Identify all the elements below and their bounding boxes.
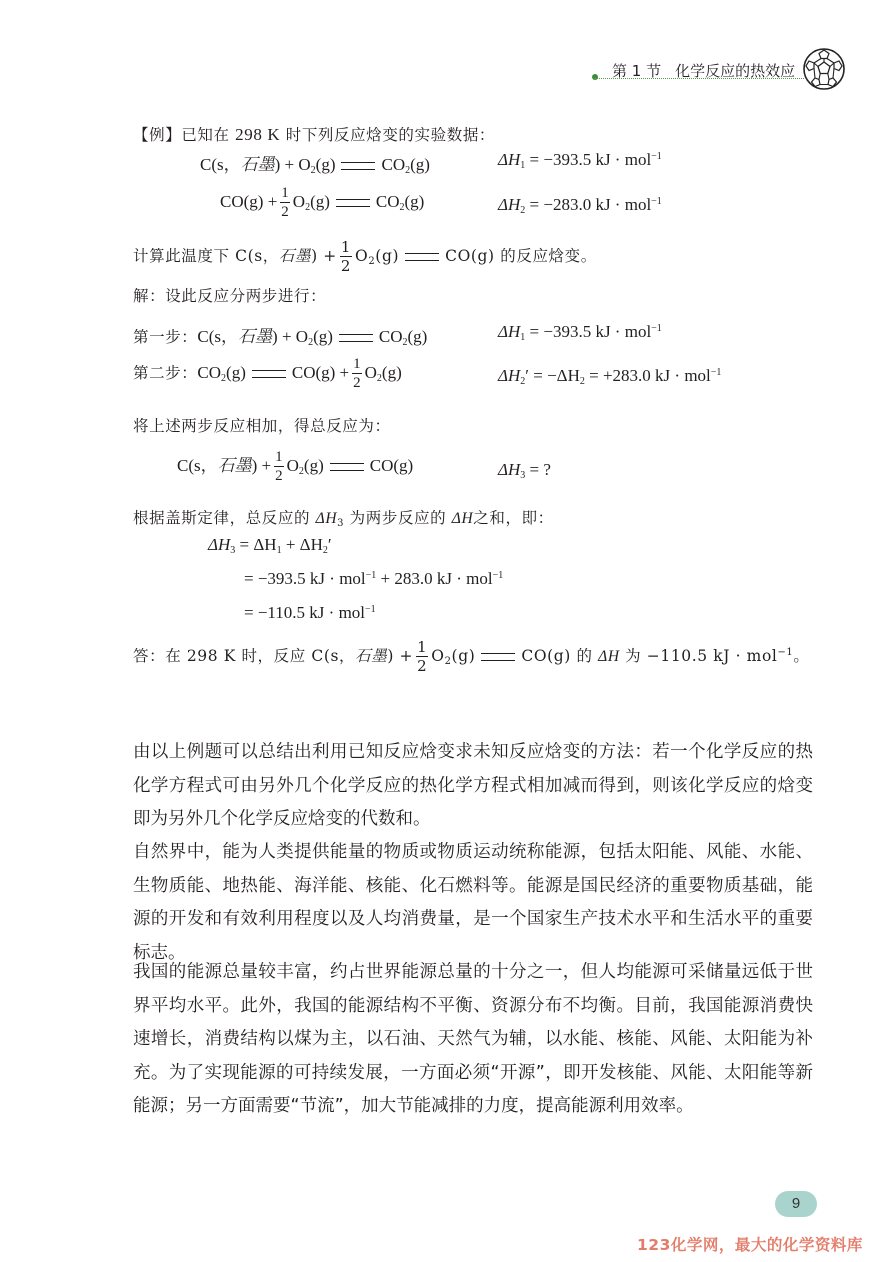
section-number: 第 1 节: [612, 62, 662, 80]
paragraph-energy-sources: 自然界中，能为人类提供能量的物质或物质运动统称能源，包括太阳能、风能、水能、生物质能、地热能、海洋能、核能、化石燃料等。能源是国民经济的重要物质基础，能源的开发和有效利用程度以及人均消费量，是一个国家生产技术水平和生活水平的重要标志。: [133, 842, 813, 963]
fullerene-icon: [802, 47, 846, 91]
example-intro: 【例】已知在 298 K 时下列反应焓变的实验数据：: [133, 125, 496, 144]
step-2-enthalpy: $\Delta H_2' = -\Delta H_2 = +283.0$ kJ · mol$^{-1}$: [498, 366, 722, 387]
calc-line-2: = −393.5 kJ · mol$^{-1}$ + 283.0 kJ · mol$^{-1}$: [244, 569, 504, 588]
hess-law-line: 根据盖斯定律，总反应的 $\Delta H_3$ 为两步反应的 ΔH之和，即：: [133, 509, 554, 529]
solution-label: 解：设此反应分两步进行：: [133, 287, 327, 305]
section-title: 化学反应的热效应: [675, 62, 796, 80]
running-header: [612, 60, 795, 81]
combine-text: 将上述两步反应相加，得总反应为：: [133, 417, 391, 435]
header-dot: [592, 74, 598, 80]
enthalpy-1: $\Delta H_1 = -393.5$ kJ · mol$^{-1}$: [498, 150, 662, 171]
step-2: 第二步：$CO_2(g) CO(g)$ + $\frac{1}{2}$ $O_2(g)$: [133, 356, 402, 391]
watermark: 123化学网，最大的化学资料库: [637, 1236, 863, 1254]
total-equation: C(s，石墨) + $\frac{1}{2}$ $O_2(g)$ CO(g): [177, 449, 414, 484]
step-1: 第一步：C(s，石墨) + $O_2(g)$ $CO_2(g)$: [133, 327, 428, 348]
calc-line-3: = −110.5 kJ · mol$^{-1}$: [244, 603, 376, 622]
step-1-enthalpy: $\Delta H_1 = -393.5$ kJ · mol$^{-1}$: [498, 322, 662, 343]
example-tag: 例: [149, 126, 166, 144]
calc-line-1: $\Delta H_3 = \Delta H_1 + \Delta H_2'$: [208, 535, 332, 556]
equation-2: CO(g) + $\frac{1}{2}$ $O_2(g)$ $CO_2(g)$: [220, 185, 425, 220]
answer-line: 答：在 298 K 时，反应 C(s，石墨) + $\frac{1}{2}$ $O_2(g)$ CO(g) 的 ΔH 为 −110.5 kJ · mol$^{-1}$。: [133, 638, 810, 675]
total-enthalpy: $\Delta H_3$ = ?: [498, 460, 551, 481]
paragraph-method: 由以上例题可以总结出利用已知反应焓变求未知反应焓变的方法：若一个化学反应的热化学方程式可由另外几个化学反应的热化学方程式相加减而得到，则该化学反应的焓变即为另外几个化学反应焓变的代数和。: [133, 742, 813, 829]
enthalpy-2: $\Delta H_2 = -283.0$ kJ · mol$^{-1}$: [498, 195, 662, 216]
question-line: 计算此温度下 C(s，石墨) + $\frac{1}{2}$ $O_2(g)$ CO(g) 的反应焓变。: [133, 238, 597, 275]
equation-1: C(s，石墨) + $O_2(g)$ $CO_2(g)$: [200, 155, 430, 176]
page-number: 9: [775, 1191, 817, 1217]
paragraph-china-energy: 我国的能源总量较丰富，约占世界能源总量的十分之一，但人均能源可采储量远低于世界平均水平。此外，我国的能源结构不平衡、资源分布不均衡。目前，我国能源消费快速增长，消费结构以煤为主，以石油、天然气为辅，以水能、核能、风能、太阳能为补充。为了实现能源的可持续发展，一方面必须“开源”，即开发核能、风能、太阳能等新能源；另一方面需要“节流”，加大节能减排的力度，提高能源利用效率。: [133, 962, 813, 1116]
